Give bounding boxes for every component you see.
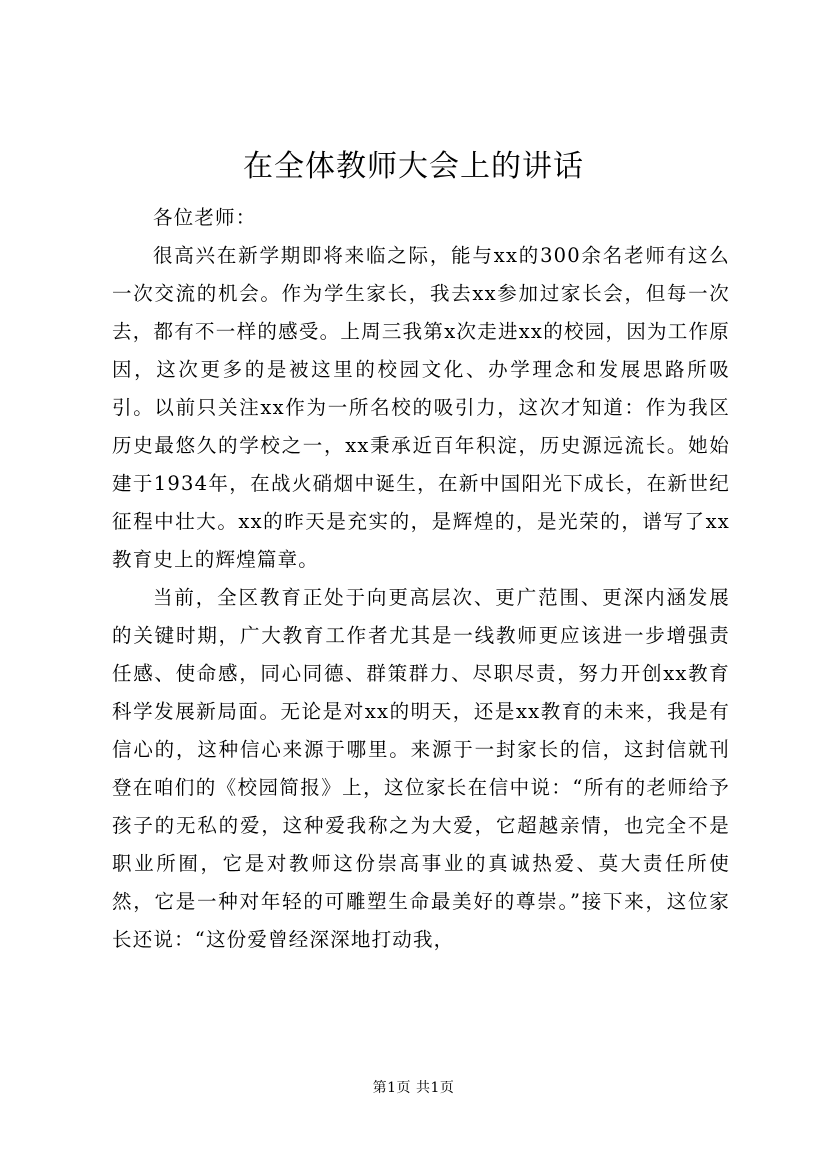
paragraph: 当前，全区教育正处于向更高层次、更广范围、更深内涵发展的关键时期，广大教育工作者尤其是一线教师更应该进一步增强责任感、使命感，同心同德、群策群力、尽职尽责，努力开创xx教育科学发展新局面。无论是对xx的明天，还是xx教育的未来，我是有信心的，这种信心来源于哪里。来源于一封家长的信，这封信就刊登在咱们的《校园简报》上，这位家长在信中说：“所有的老师给予孩子的无私的爱，这种爱我称之为大爱，它超越亲情，也完全不是职业所囿，它是对教师这份崇高事业的真诚热爱、莫大责任所使然，它是一种对年轻的可雕塑生命最美好的尊崇。”接下来，这位家长还说：“这份爱曾经深深地打动我， <box>112 586 730 951</box>
page-footer: 第1页 共1页 <box>372 1080 455 1096</box>
document-body <box>112 199 730 959</box>
document-title: 在全体教师大会上的讲话 <box>243 149 584 184</box>
paragraph: 很高兴在新学期即将来临之际，能与xx的300余名老师有这么一次交流的机会。作为学生家长，我去xx参加过家长会，但每一次去，都有不一样的感受。上周三我第x次走进xx的校园，因为工作原因，这次更多的是被这里的校园文化、办学理念和发展思路所吸引。以前只关注xx作为一所名校的吸引力，这次才知道：作为我区历史最悠久的学校之一，xx秉承近百年积淀，历史源远流长。她始建于1934年，在战火硝烟中诞生，在新中国阳光下成长，在新世纪征程中壮大。xx的昨天是充实的，是辉煌的，是光荣的，谱写了xx教育史上的辉煌篇章。 <box>112 244 730 571</box>
salutation: 各位老师： <box>152 206 257 229</box>
